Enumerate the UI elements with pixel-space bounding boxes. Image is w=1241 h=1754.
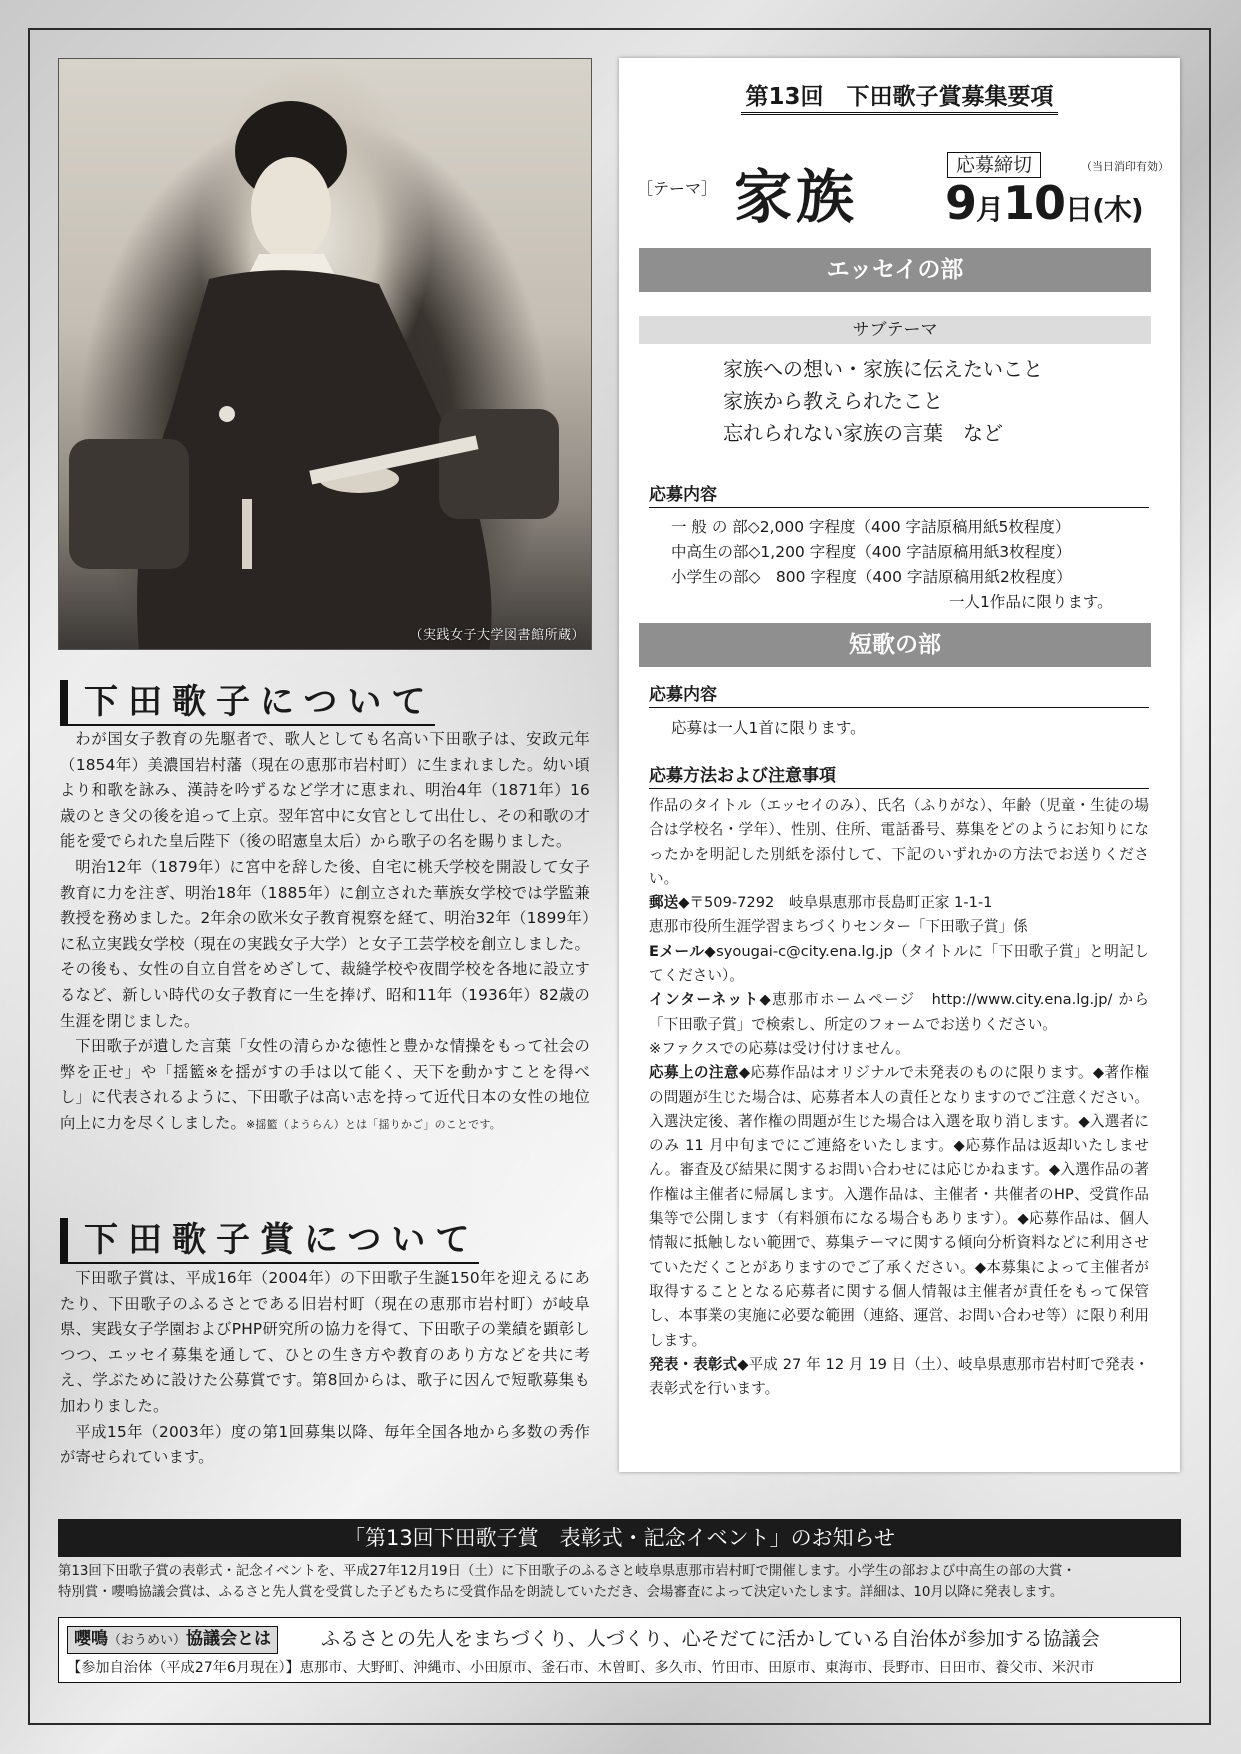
mail-label: 郵送◆ — [649, 894, 690, 912]
event-notice-body — [58, 1561, 1181, 1603]
announce-text: 平成 27 年 12 月 19 日（土）、岐阜県恵那市岩村町で発表・表彰式を行います。 — [649, 1355, 1149, 1398]
announce-label: 発表・表彰式◆ — [649, 1355, 749, 1373]
method-body — [649, 794, 1149, 1401]
entry-limit: 一人1作品に限ります。 — [949, 593, 1113, 611]
method-text: 作品のタイトル（エッセイのみ）、氏名（ふりがな）、年齢（児童・生徒の場合は学校名・学年）、性別、住所、電話番号、募集をどのようにお知りになったかを明記した別紙を添付して、下記のいずれかの方法でお送りください。 — [649, 797, 1149, 887]
caution-label: 応募上の注意◆ — [649, 1064, 751, 1082]
event-notice-line-2: 特別賞・嚶鳴協議会賞は、ふるさと先人賞を受賞した子どもたちに受賞作品を朗読していただき、会場審査によって決定いたします。詳細は、10月以降に発表します。 — [58, 1585, 1064, 1600]
entry-elementary: 小学生の部◇ 800 字程度（400 字詰原稿用紙2枚程度） — [671, 568, 1072, 586]
photo-credit: （実践女子大学図書館所蔵） — [409, 628, 585, 643]
theme-tag: ［テーマ］ — [637, 179, 718, 198]
email-text: syougai-c@city.ena.lg.jp（タイトルに「下田歌子賞」と明記してください）。 — [649, 942, 1149, 985]
council-description: ふるさとの先人をまちづくり、人づくり、心そだてに活かしている自治体が参加する協議会 — [321, 1628, 1100, 1650]
about-utako-paragraph-3 — [60, 1034, 590, 1137]
event-notice-line-1: 第13回下田歌子賞の表彰式・記念イベントを、平成27年12月19日（土）に下田歌子のふるさと岐阜県恵那市岩村町で開催します。小学生の部および中高生の部の大賞・ — [58, 1564, 1076, 1579]
subtheme-1: 家族への想い・家族に伝えたいこと — [723, 357, 1043, 381]
portrait-photo — [58, 58, 592, 650]
fax-note: ※ファクスでの応募は受け付けません。 — [649, 1039, 910, 1057]
theme-word: 家族 — [734, 163, 859, 231]
tanka-section-header: 短歌の部 — [639, 623, 1151, 667]
deadline-day-unit: 日 — [1065, 193, 1093, 226]
mail-address: 〒509-7292 岐阜県恵那市長島町正家 1-1-1 — [689, 894, 993, 912]
council-members: 【参加自治体（平成27年6月現在）】恵那市、大野町、沖縄市、小田原市、釜石市、木曽町、多久市、竹田市、田原市、東海市、長野市、日田市、養父市、米沢市 — [67, 1660, 1095, 1676]
about-utako-paragraph-1: わが国女子教育の先駆者で、歌人としても名高い下田歌子は、安政元年（1854年）美濃国岩村藩（現在の恵那市岩村町）に生まれました。幼い頃より和歌を詠み、漢詩を吟ずるなど学才に恵まれ、明治4年（1871年）16歳のとき父の後を追って上京。翌年宮中に女官として出仕し、その和歌の才能を愛でられた皇后陛下（後の昭憲皇太后）から歌子の名を賜りました。 — [60, 730, 590, 851]
about-prize-paragraph-1: 下田歌子賞は、平成16年（2004年）の下田歌子生誕150年を迎えるにあたり、下田歌子のふるさとである旧岩村町（現在の恵那市岩村町）が岐阜県、実践女子学園およびPHP研究所の協力を得て、下田歌子の業績を顕彰しつつ、エッセイ募集を通して、ひとの生き方や教育のあり方などを共に考え、学ぶために設けた公募賞です。第8回からは、歌子に因んで短歌募集も加わりました。 — [60, 1269, 590, 1415]
mail-line — [649, 891, 1149, 915]
council-box — [58, 1617, 1181, 1683]
internet-line — [649, 988, 1149, 1037]
portrait-illustration — [59, 59, 592, 650]
about-utako-heading: 下田歌子について — [60, 680, 435, 726]
essay-entry-header: 応募内容 — [649, 483, 1149, 508]
mail-recipient: 恵那市役所生涯学習まちづくりセンター「下田歌子賞」係 — [649, 918, 1028, 936]
council-label-name: 嚶鳴 — [74, 1629, 108, 1649]
caution-line — [649, 1061, 1149, 1353]
about-prize-body — [60, 1266, 590, 1471]
about-prize-heading: 下田歌子賞について — [60, 1218, 479, 1264]
essay-section-header: エッセイの部 — [639, 248, 1151, 292]
deadline-note: （当日消印有効） — [1081, 160, 1169, 173]
about-utako-body — [60, 727, 590, 1138]
entry-general: 一 般 の 部◇2,000 字程度（400 字詰原稿用紙5枚程度） — [671, 518, 1071, 536]
subtheme-3: 忘れられない家族の言葉 など — [723, 421, 1003, 445]
announce-line — [649, 1353, 1149, 1402]
deadline-day: 10 — [1003, 176, 1066, 230]
caution-text: 応募作品はオリジナルで未発表のものに限ります。◆著作権の問題が生じた場合は、応募者本人の責任となりますのでご注意ください。入選決定後、著作権の問題が生じた場合は入選を取り消します。◆入選者にのみ 11 月中旬までにご連絡をいたします。◆応募作品は返却いたしません。審査及び結果に関するお問い合わせには応じかねます。◆入選作品の著作権は主催者に帰属します。入選作品は、主催者・共催者のHP、受賞作品集等で公開します（有料頒布になる場合もあります）。◆応募作品は、個人情報に抵触しない範囲で、募集テーマに関する傾向分析資料などに利用させていただくことがありますのでご了承ください。◆本募集によって主催者が取得することとなる応募者に関する個人情報は主催者が責任をもって保管し、本事業の実施に必要な範囲（連絡、運営、お問い合わせ等）に限り利用します。 — [649, 1064, 1150, 1349]
deadline-month-unit: 月 — [976, 193, 1004, 226]
deadline-month: 9 — [945, 176, 977, 230]
entry-secondary: 中高生の部◇1,200 字程度（400 字詰原稿用紙3枚程度） — [671, 543, 1072, 561]
email-label: Eメール◆ — [649, 942, 717, 960]
deadline-weekday: (木) — [1092, 193, 1143, 226]
email-line — [649, 940, 1149, 989]
council-label-suffix: 協議会とは — [186, 1629, 272, 1649]
council-label-reading: （おうめい） — [108, 1633, 187, 1648]
council-label — [67, 1626, 278, 1654]
guidelines-title — [619, 78, 1180, 111]
guidelines-panel — [619, 58, 1180, 1472]
event-notice-title: 「第13回下田歌子賞 表彰式・記念イベント」のお知らせ — [58, 1519, 1181, 1557]
internet-text: 恵那市ホームページ http://www.city.ena.lg.jp/ から「下田歌子賞」で検索し、所定のフォームでお送りください。 — [649, 991, 1149, 1033]
deadline-tag: 応募締切 — [947, 152, 1041, 178]
deadline-date — [945, 176, 1143, 230]
yoran-note: ※揺籃（ようらん）とは「揺りかご」のことです。 — [245, 1117, 501, 1131]
about-utako-paragraph-2: 明治12年（1879年）に宮中を辞した後、自宅に桃夭学校を開設して女子教育に力を注ぎ、明治18年（1885年）に創立された華族女学校では学監兼教授を務めました。2年余の欧米女子教育視察を経て、明治32年（1899年）に私立実践女学校（現在の実践女子大学）と女子工芸学校を創立しました。その後も、女性の自立自営をめざして、裁縫学校や夜間学校を各地に設立するなど、新しい時代の女子教育に一生を捧げ、昭和11年（1936年）82歳の生涯を閉じました。 — [60, 857, 590, 1030]
guidelines-title-text: 第13回 下田歌子賞募集要項 — [741, 84, 1057, 115]
method-header: 応募方法および注意事項 — [649, 764, 1149, 789]
about-utako-paragraph-3-text: 下田歌子が遺した言葉「女性の清らかな徳性と豊かな情操をもって社会の弊を正せ」や「揺籃※を揺がすの手は以て能く、天下を動かすことを得べし」に代表されるように、下田歌子は高い志を持って近代日本の女性の地位向上に力を尽くしました。 — [60, 1037, 590, 1132]
tanka-entry-header: 応募内容 — [649, 683, 1149, 708]
tanka-entry: 応募は一人1首に限ります。 — [671, 719, 866, 737]
internet-label: インターネット◆ — [649, 991, 773, 1009]
about-prize-paragraph-2: 平成15年（2003年）度の第1回募集以降、毎年全国各地から多数の秀作が寄せられています。 — [60, 1422, 590, 1467]
subtheme-2: 家族から教えられたこと — [723, 389, 943, 413]
subtheme-header: サブテーマ — [639, 316, 1151, 344]
